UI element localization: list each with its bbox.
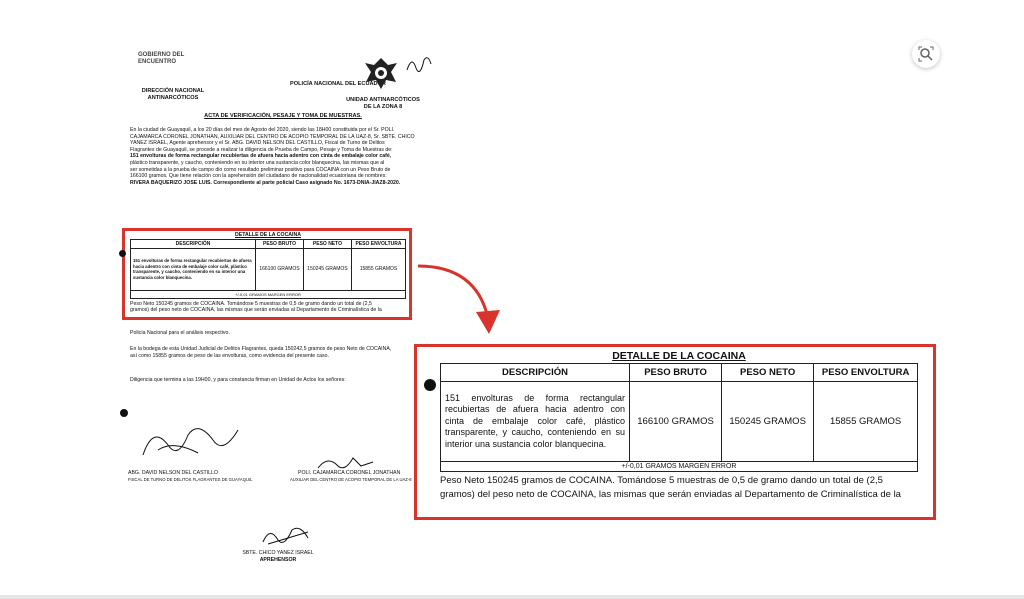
small-td-desc: 151 envolturas de forma rectangular recubiertas de afuera hacia adentro con cinta de embalaje color café, plástico transparente, y caucho, conteniendo en su interior una sustancia color blanquecina.: [131, 248, 256, 290]
small-td-margin: +/-0,01 GRAMOS MARGEN ERROR: [131, 290, 406, 298]
body-line: En la ciudad de Guayaquil, a los 20 días del mes de Agosto del 2020, siendo las 18H00 constituida por el Sr. POLI.: [130, 127, 395, 133]
aux-signature-icon: [313, 450, 383, 472]
act-title: ACTA DE VERIFICACIÓN, PESAJE Y TOMA DE MUESTRAS.: [204, 113, 362, 119]
body-paragraph: [130, 127, 420, 186]
bullet-dot-2: [120, 409, 128, 417]
small-td-neto: 150245 GRAMOS: [303, 248, 351, 290]
body-line: YANEZ ISRAEL, Agente aprehensor y el Sr. ABG. DAVID NELSON DEL CASTILLO, Fiscal de Turno de Delitos: [130, 140, 385, 147]
large-td-margin: +/-0,01 GRAMOS MARGEN ERROR: [441, 462, 918, 472]
bodega-line: así como 15855 gramos de peso de las envolturas, como evidencia del presente caso.: [130, 352, 329, 359]
small-detail-table: [130, 239, 406, 299]
body-line: plástico transparente, y caucho, conteniendo en su interior una sustancia color blanquecina, las mismas que al: [130, 159, 385, 166]
bodega-paragraph: [130, 346, 420, 359]
large-table-wrapper: [440, 350, 918, 502]
header-center-title: POLICÍA NACIONAL DEL ECUADOR: [290, 81, 386, 87]
small-th-desc: DESCRIPCIÓN: [131, 239, 256, 248]
header-left-sub1: DIRECCIÓN NACIONAL: [141, 88, 205, 94]
body-line: 166100 gramos. Que tiene relación con la aprehensión del ciudadano de nacionalidad ecuatoriana de nombres:: [130, 173, 387, 180]
small-th-envoltura: PESO ENVOLTURA: [351, 239, 405, 248]
body-line: ser sometidas a la prueba de campo dio como resultado preliminar positivo para COCAINA con un Peso Bruto de: [130, 166, 391, 173]
large-td-bruto: 166100 GRAMOS: [630, 382, 722, 462]
header-right-sub1: UNIDAD ANTINARCÓTICOS: [346, 97, 420, 103]
small-table-wrapper: [130, 232, 406, 314]
gobierno-logo-text: GOBIERNO DEL ENCUENTRO: [138, 52, 185, 65]
large-td-envoltura: 15855 GRAMOS: [814, 382, 918, 462]
document-page: [118, 10, 938, 588]
aux-role: AUXILIAR DEL CENTRO DE ACOPIO TEMPORAL DE LA UAZ-8: [290, 477, 412, 482]
large-detail-table: [440, 363, 918, 472]
sbte-role: APREHENSOR: [259, 557, 297, 563]
body-line: 151 envolturas de forma rectangular recubiertas de afuera hacia adentro con cinta de embalaje color café,: [130, 153, 392, 160]
bullet-dot-large: [424, 379, 436, 391]
zoom-button[interactable]: [912, 40, 940, 68]
large-th-desc: DESCRIPCIÓN: [441, 364, 630, 382]
fiscal-name: ABG. DAVID NELSON DEL CASTILLO: [128, 470, 218, 476]
sbte-signature-icon: [258, 522, 318, 550]
zoom-lens-icon: [918, 46, 934, 62]
gobierno-logo: [138, 52, 198, 82]
small-td-envoltura: 15855 GRAMOS: [351, 248, 405, 290]
large-th-neto: PESO NETO: [722, 364, 814, 382]
large-th-bruto: PESO BRUTO: [630, 364, 722, 382]
fiscal-signature-icon: [138, 415, 248, 465]
bottom-edge: [0, 595, 1024, 599]
large-table-title: DETALLE DE LA COCAINA: [612, 350, 746, 362]
after-line3: Policía Nacional para el análisis respectivo.: [130, 330, 230, 336]
large-after-line1: Peso Neto 150245 gramos de COCAINA. Tomándose 5 muestras de 0,5 de gramo dando un total de (2,5: [440, 475, 883, 486]
small-after-line2: gramos) del peso neto de COCAINA, las mismas que serán enviadas al Departamento de Criminalística de la: [130, 307, 382, 314]
small-th-bruto: PESO BRUTO: [256, 239, 304, 248]
small-table-title: DETALLE DE LA COCAINA: [235, 232, 301, 238]
bodega-line: En la bodega de esta Unidad Judicial de Delitos Flagrantes, queda 150242,5 gramos de peso Neto de COCAINA,: [130, 346, 392, 352]
small-after-line1: Peso Neto 150245 gramos de COCAINA. Tomándose 5 muestras de 0,5 de gramo dando un total de (2,5: [130, 300, 372, 307]
closing-text: Diligencia que termina a las 19H00, y para constancia firman en Unidad de Actos los señores:: [130, 377, 346, 383]
police-crest-icon: [358, 55, 404, 93]
aux-name: POLI. CAJAMARCA CORONEL JONATHAN: [298, 470, 401, 476]
header-right-sub2: DE LA ZONA 8: [363, 104, 403, 110]
header-left-sub2: ANTINARCÓTICOS: [147, 95, 199, 101]
fiscal-role: FISCAL DE TURNO DE DELITOS FLAGRANTES DE GUAYAQUIL: [128, 477, 253, 482]
small-td-bruto: 166100 GRAMOS: [256, 248, 304, 290]
small-th-neto: PESO NETO: [303, 239, 351, 248]
large-td-desc: 151 envolturas de forma rectangular recubiertas de afuera hacia adentro con cinta de embalaje color café, plástico transparente, y caucho, conteniendo en su interior una sustancia color blanquecina.: [441, 382, 630, 462]
large-td-neto: 150245 GRAMOS: [722, 382, 814, 462]
arrow-icon: [416, 260, 506, 345]
initials-icon: [404, 50, 434, 80]
large-th-envoltura: PESO ENVOLTURA: [814, 364, 918, 382]
body-line: CAJAMARCA CORONEL JONATHAN, AUXILIAR DEL CENTRO DE ACOPIO TEMPORAL DE LA UAZ-8, Sr. SBTE. CHICO: [130, 133, 415, 140]
bullet-dot: [119, 250, 126, 257]
sbte-name: SBTE. CHICO YANEZ ISRAEL: [242, 550, 314, 556]
large-after-line2: gramos) del peso neto de COCAINA, las mismas que serán enviadas al Departamento de Criminalística de la: [440, 489, 901, 500]
body-line: RIVERA BAQUERIZO JOSE LUIS. Correspondiente al parte policial Caso asignado No. 1673-DNIA-JIAZ8-2020.: [130, 179, 401, 186]
body-line: Flagrantes de Guayaquil, se procede a realizar la diligencia de Prueba de Campo, Pesaje y Toma de Muestras de:: [130, 146, 393, 153]
